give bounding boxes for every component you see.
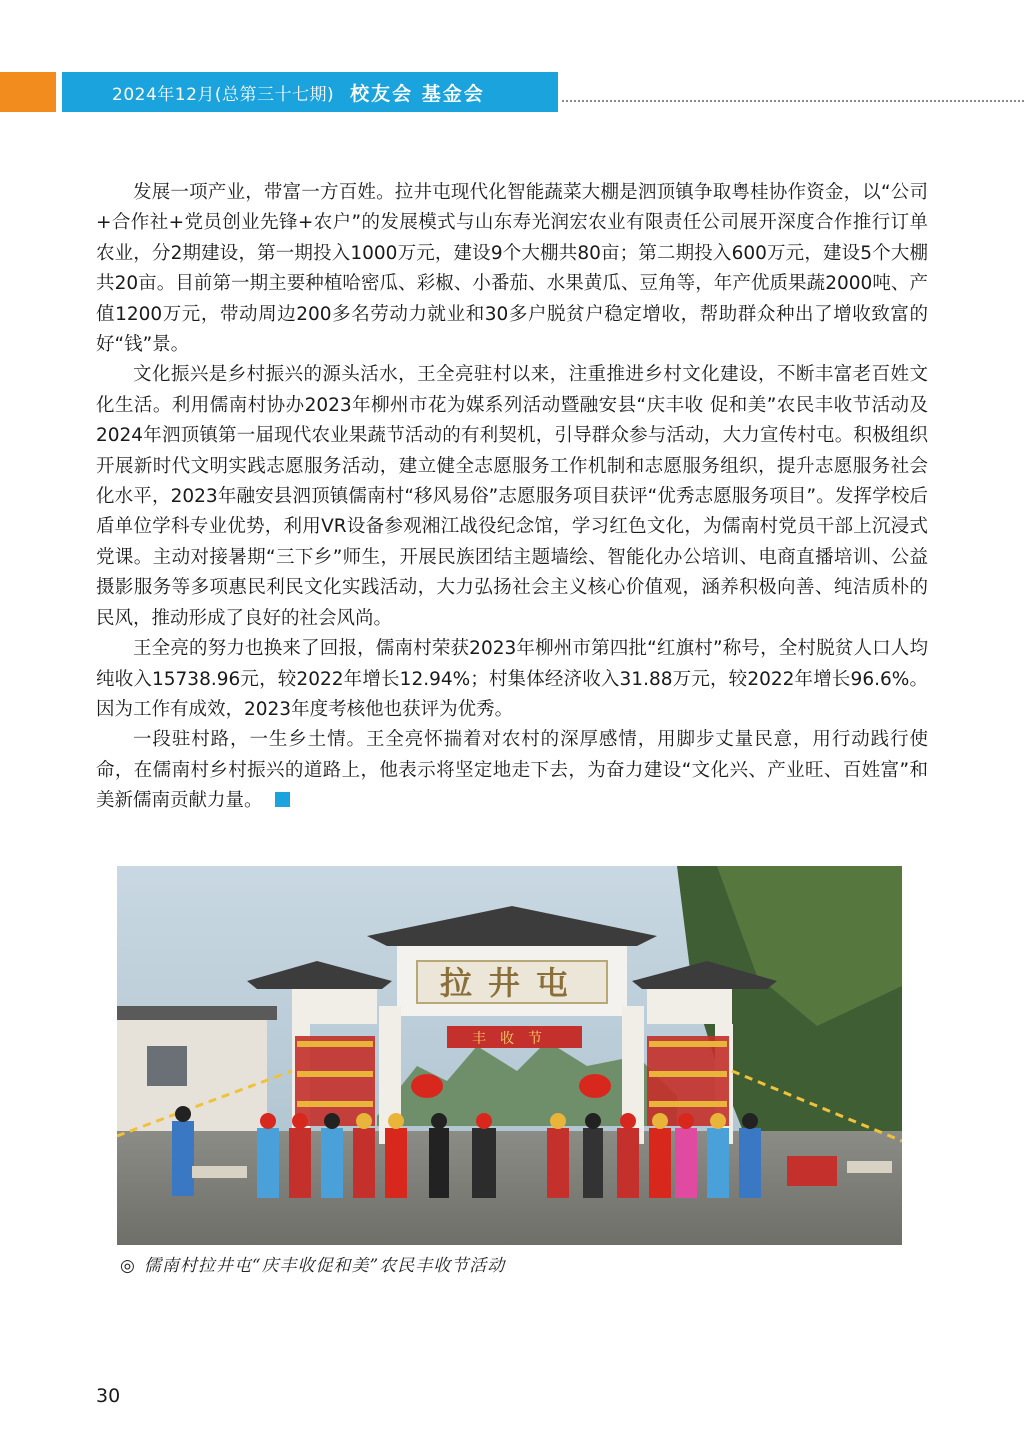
paragraph-results: 王全亮的努力也换来了回报，儒南村荣获2023年柳州市第四批“红旗村”称号，全村脱贫人口人均纯收入15738.96元，较2022年增长12.94%；村集体经济收入31.88万元，较2022年增长96.6%。因为工作有成效，2023年度考核他也获评为优秀。 <box>96 638 928 720</box>
paragraph-closing-text: 一段驻村路，一生乡土情。王全亮怀揣着对农村的深厚感情，用脚步丈量民意，用行动践行使命，在儒南村乡村振兴的道路上，他表示将坚定地走下去，为奋力建设“文化兴、产业旺、百姓富”和美新儒南贡献力量。 <box>96 729 928 812</box>
page-number: 30 <box>96 1385 121 1407</box>
caption-circle-icon: ◎ <box>120 1256 136 1276</box>
gate-banner-text: 丰收节 <box>472 1031 556 1047</box>
festival-photo-illustration <box>117 866 902 1245</box>
gate-sign-text: 拉井屯 <box>439 964 585 1002</box>
article-body <box>96 178 928 817</box>
caption-text: 儒南村拉井屯“庆丰收促和美”农民丰收节活动 <box>143 1256 506 1276</box>
header-dotted-rule <box>562 100 1024 102</box>
header-band <box>62 72 558 112</box>
issue-label: 2024年12月(总第三十七期) <box>112 84 335 105</box>
end-of-article-square <box>275 792 290 807</box>
paragraph-closing <box>96 725 928 816</box>
column-title: 校友会 基金会 <box>350 82 485 105</box>
paragraph-industry: 发展一项产业，带富一方百姓。拉井屯现代化智能蔬菜大棚是泗顶镇争取粤桂协作资金，以“公司+合作社+党员创业先锋+农户”的发展模式与山东寿光润宏农业有限责任公司展开深度合作推行订单农业，分2期建设，第一期投入1000万元，建设9个大棚共80亩；第二期投入600万元，建设5个大棚共20亩。目前第一期主要种植哈密瓜、彩椒、小番茄、水果黄瓜、豆角等，年产优质果蔬2000吨、产值1200万元，带动周边200多名劳动力就业和30多户脱贫户稳定增收，帮助群众种出了增收致富的好“钱”景。 <box>96 182 928 356</box>
festival-photo <box>117 866 902 1245</box>
header-orange-block <box>0 72 56 112</box>
photo-caption <box>120 1251 505 1276</box>
paragraph-culture: 文化振兴是乡村振兴的源头活水，王全亮驻村以来，注重推进乡村文化建设，不断丰富老百姓文化生活。利用儒南村协办2023年柳州市花为媒系列活动暨融安县“庆丰收 促和美”农民丰收节活动及2024年泗顶镇第一届现代农业果蔬节活动的有利契机，引导群众参与活动，大力宣传村屯。积极组织开展新时代文明实践志愿服务活动，建立健全志愿服务工作机制和志愿服务组织，提升志愿服务社会化水平，2023年融安县泗顶镇儒南村“移风易俗”志愿服务项目获评“优秀志愿服务项目”。发挥学校后盾单位学科专业优势，利用VR设备参观湘江战役纪念馆，学习红色文化，为儒南村党员干部上沉浸式党课。主动对接暑期“三下乡”师生，开展民族团结主题墙绘、智能化办公培训、电商直播培训、公益摄影服务等多项惠民利民文化实践活动，大力弘扬社会主义核心价值观，涵养积极向善、纯洁质朴的民风，推动形成了良好的社会风尚。 <box>96 364 928 629</box>
